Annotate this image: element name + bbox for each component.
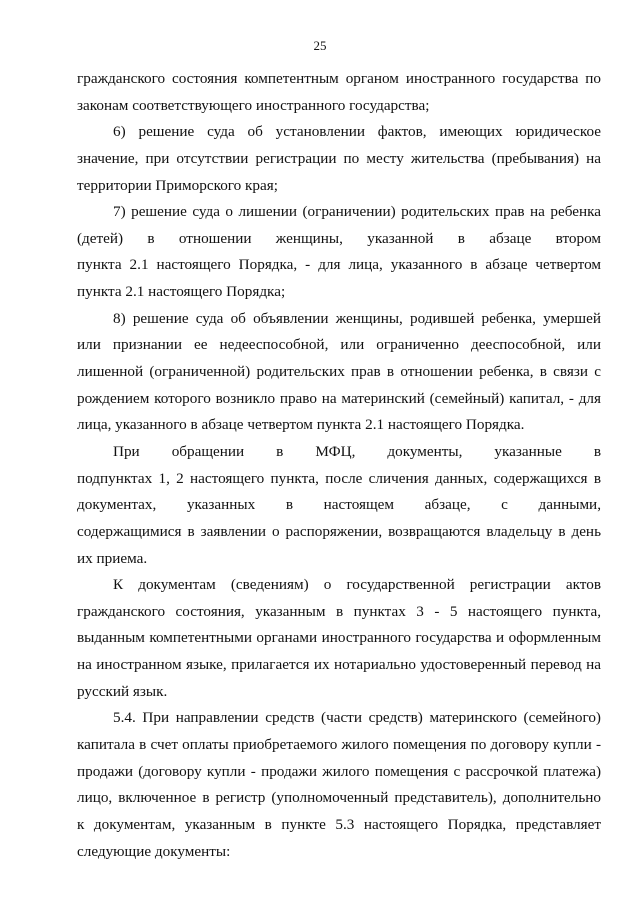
text-line: подпунктах 1, 2 настоящего пункта, после сличения данных, содержащихся в (77, 469, 601, 487)
text-line: лицо, включенное в регистр (уполномоченный представитель), дополнительно (77, 789, 601, 807)
body-text (77, 66, 601, 865)
text-line: на иностранном языке, прилагается их нотариально удостоверенный перевод на (77, 656, 601, 674)
text-line: гражданского состояния компетентным органом иностранного государства по (77, 70, 601, 87)
text-line: или признании ее недееспособной, или ограниченно дееспособной, или (77, 336, 601, 354)
text-line: гражданского состояния, указанным в пунктах 3 - 5 настоящего пункта, (77, 602, 601, 620)
text-line: рождением которого возникло право на материнский (семейный) капитал, - для (77, 389, 601, 407)
text-line: пункта 2.1 настоящего Порядка, - для лица, указанного в абзаце четвертом (77, 256, 601, 274)
text-line: пункта 2.1 настоящего Порядка; (77, 283, 286, 301)
page-number: 25 (313, 38, 327, 53)
text-line: к документам, указанным в пункте 5.3 настоящего Порядка, представляет (77, 815, 601, 833)
text-line: 6) решение суда об установлении фактов, имеющих юридическое (113, 123, 601, 141)
text-line: их приема. (77, 549, 148, 567)
text-line: капитала в счет оплаты приобретаемого жилого помещения по договору купли - (77, 736, 601, 754)
text-line: значение, при отсутствии регистрации по месту жительства (пребывания) на (77, 149, 601, 167)
text-line: выданным компетентными органами иностранного государства и оформленным (77, 629, 601, 647)
text-line: лица, указанного в абзаце четвертом пункта 2.1 настоящего Порядка. (77, 416, 525, 434)
text-line: 8) решение суда об объявлении женщины, родившей ребенка, умершей (113, 309, 601, 327)
text-line: (детей) в отношении женщины, указанной в абзаце втором (77, 229, 601, 247)
text-line: территории Приморского края; (77, 176, 278, 194)
text-line: законам соответствующего иностранного государства; (77, 96, 430, 114)
text-line: русский язык. (77, 682, 168, 700)
text-line: При обращении в МФЦ, документы, указанные в (113, 442, 601, 460)
text-line: лишенной (ограниченной) родительских прав в отношении ребенка, в связи с (77, 363, 601, 381)
text-line: следующие документы: (77, 842, 231, 860)
text-line: К документам (сведениям) о государственной регистрации актов (113, 576, 601, 594)
text-line: 5.4. При направлении средств (части средств) материнского (семейного) (113, 709, 601, 727)
text-line: продажи (договору купли - продажи жилого помещения с рассрочкой платежа) (77, 762, 601, 780)
text-line: 7) решение суда о лишении (ограничении) родительских прав на ребенка (113, 203, 601, 221)
text-line: содержащимися в заявлении о распоряжении, возвращаются владельцу в день (77, 522, 601, 540)
text-line: документах, указанных в настоящем абзаце, с данными, (77, 496, 601, 514)
